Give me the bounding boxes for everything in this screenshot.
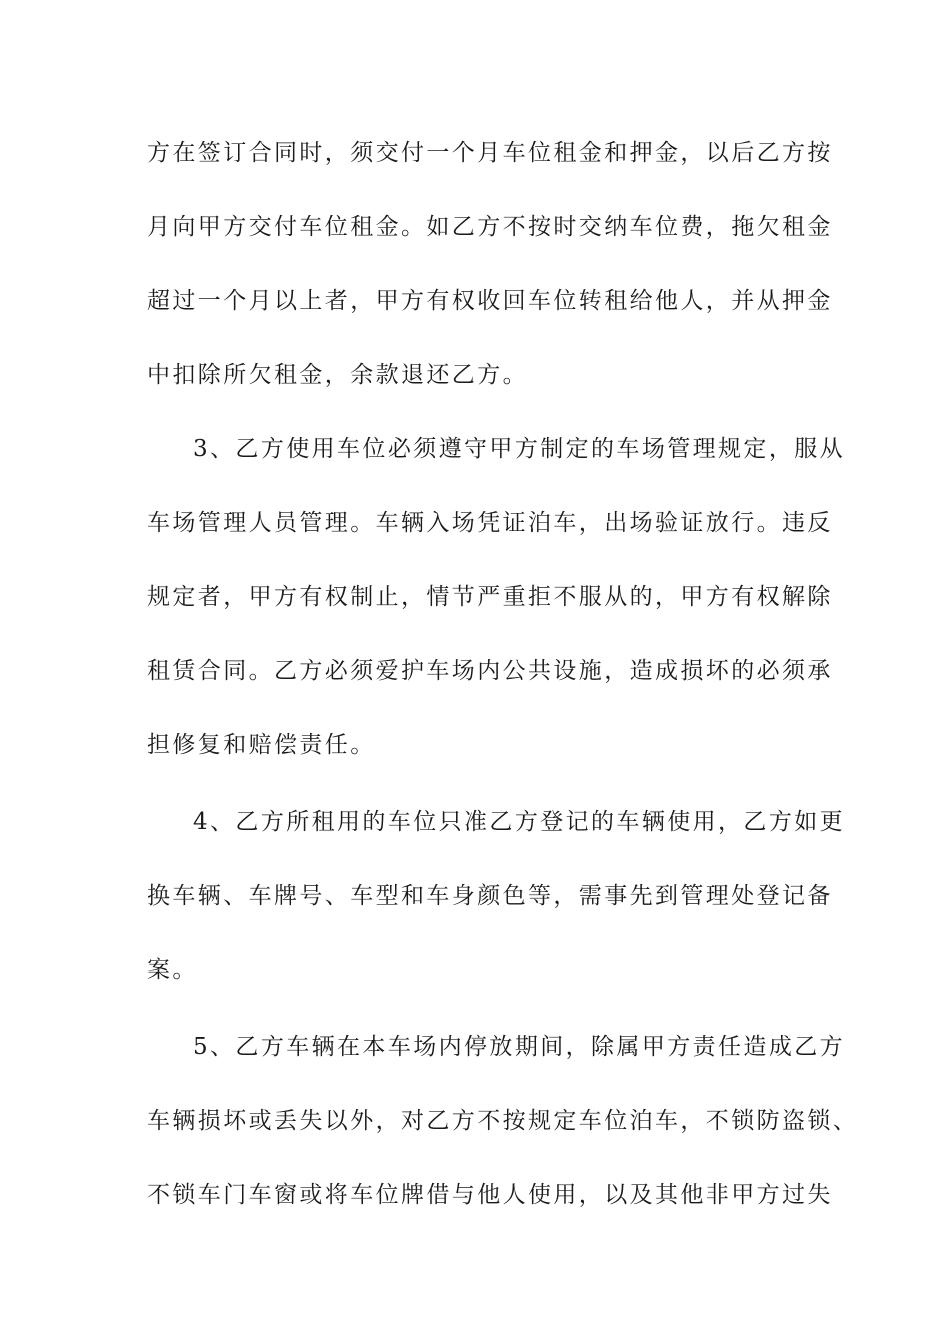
clause-5-first-line: 5、乙方车辆在本车场内停放期间，除属甲方责任造成乙方 [193, 1034, 846, 1060]
clause-4-first-line: 4、乙方所租用的车位只准乙方登记的车辆使用，乙方如更 [193, 809, 846, 835]
text-line: 案。 [147, 957, 198, 983]
text-line: 不锁车门车窗或将车位牌借与他人使用，以及其他非甲方过失 [147, 1182, 833, 1208]
text-line: 租赁合同。乙方必须爱护车场内公共设施，造成损坏的必须承 [147, 658, 833, 684]
text-line: 担修复和赔偿责任。 [147, 732, 376, 758]
text-line: 月向甲方交付车位租金。如乙方不按时交纳车位费，拖欠租金 [147, 214, 833, 240]
text-line: 规定者，甲方有权制止，情节严重拒不服从的，甲方有权解除 [147, 584, 833, 610]
text-line: 车辆损坏或丢失以外，对乙方不按规定车位泊车，不锁防盗锁、 [147, 1108, 859, 1134]
text-line: 中扣除所欠租金，余款退还乙方。 [147, 362, 528, 388]
text-line: 方在签订合同时，须交付一个月车位租金和押金，以后乙方按 [147, 140, 833, 166]
text-line: 换车辆、车牌号、车型和车身颜色等，需事先到管理处登记备 [147, 883, 833, 909]
clause-3-first-line: 3、乙方使用车位必须遵守甲方制定的车场管理规定，服从 [193, 436, 846, 462]
text-line: 超过一个月以上者，甲方有权收回车位转租给他人，并从押金 [147, 288, 833, 314]
text-line: 车场管理人员管理。车辆入场凭证泊车，出场验证放行。违反 [147, 510, 833, 536]
